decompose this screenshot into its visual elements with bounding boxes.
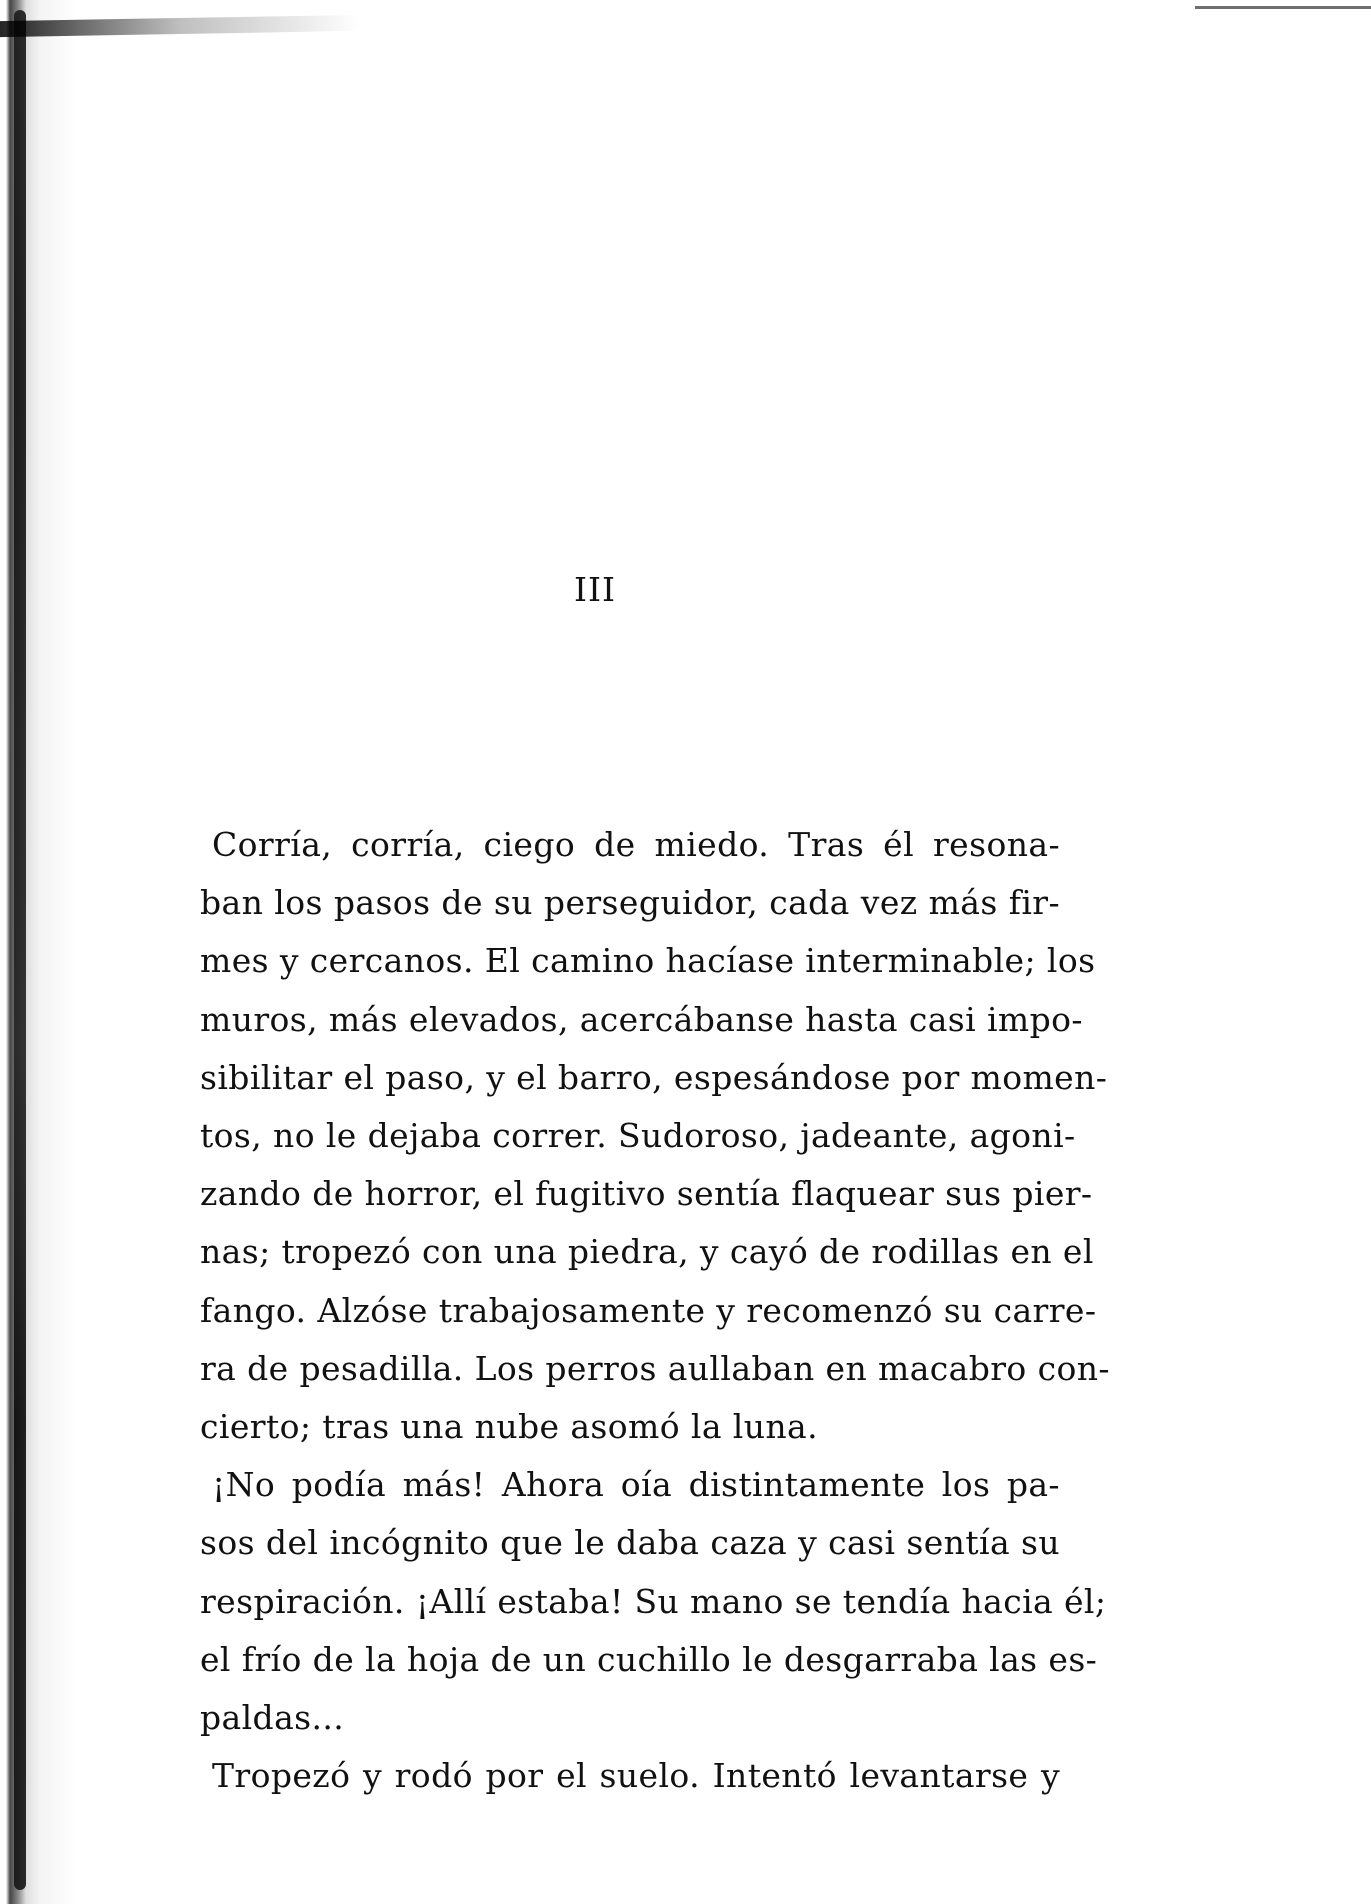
text-line: fango. Alzóse trabajosamente y recomenzó su carre- [200,1290,1097,1330]
text-line: sos del incógnito que le daba caza y casi sentía su [200,1523,1060,1563]
body-text [200,816,1110,1805]
book-spine-edge [14,10,26,1890]
text-line: respiración. ¡Allí estaba! Su mano se tendía hacia él; [200,1581,1107,1621]
text-line: Tropezó y rodó por el suelo. Intentó levantarse y [212,1756,1060,1796]
paragraph-1 [200,816,1110,1456]
text-line: ban los pasos de su perseguidor, cada vez más fir- [200,883,1060,923]
text-line: muros, más elevados, acercábanse hasta casi impo- [200,999,1083,1039]
text-line: cierto; tras una nube asomó la luna. [200,1407,819,1447]
text-line: sibilitar el paso, y el barro, espesándose por momen- [200,1057,1108,1097]
paragraph-2 [200,1456,1107,1747]
text-line: el frío de la hoja de un cuchillo le desgarraba las es- [200,1639,1098,1679]
scan-edge-rule [1195,6,1371,9]
text-line: Corría, corría, ciego de miedo. Tras él resona- [212,825,1060,864]
text-line: ¡No podía más! Ahora oía distintamente los pa- [212,1465,1060,1505]
book-spine-shadow [0,0,78,1904]
text-line: tos, no le dejaba correr. Sudoroso, jadeante, agoni- [200,1116,1076,1156]
text-line: mes y cercanos. El camino hacíase interminable; los [200,941,1096,981]
text-line: paldas... [200,1698,345,1738]
text-line: zando de horror, el fugitivo sentía flaquear sus pier- [200,1174,1093,1214]
paragraph-3 [200,1747,1060,1805]
text-line: nas; tropezó con una piedra, y cayó de rodillas en el [200,1232,1094,1272]
text-line: ra de pesadilla. Los perros aullaban en macabro con- [200,1348,1110,1388]
chapter-number: III [573,570,617,609]
